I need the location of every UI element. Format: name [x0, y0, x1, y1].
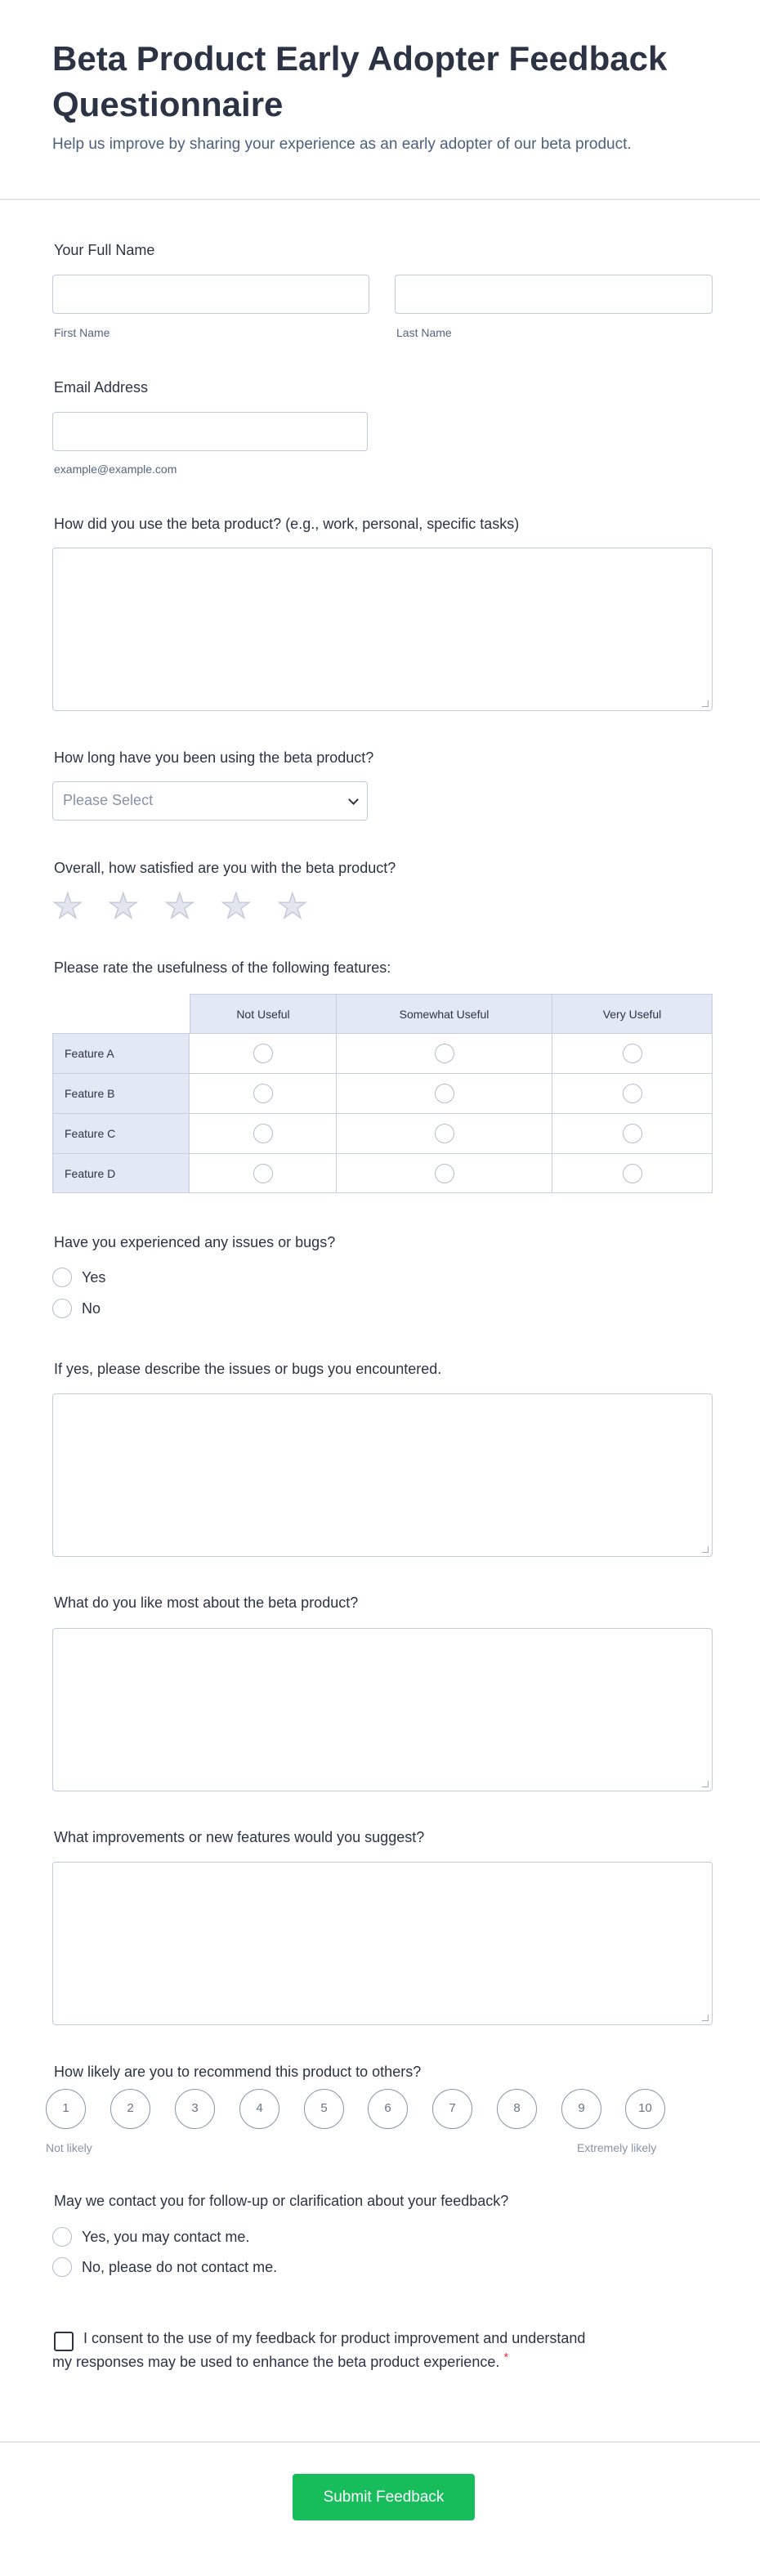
- header-divider: [0, 199, 760, 200]
- option-label: Yes, you may contact me.: [82, 2228, 250, 2245]
- email-label: Email Address: [54, 379, 149, 396]
- star-icon[interactable]: ★: [52, 887, 83, 925]
- issues-option-yes[interactable]: [52, 1268, 105, 1287]
- matrix-label: Please rate the usefulness of the following features:: [54, 959, 391, 976]
- radio[interactable]: [52, 1299, 72, 1318]
- radio[interactable]: [52, 1268, 72, 1287]
- resize-grip-icon[interactable]: [702, 1546, 709, 1553]
- matrix-radio[interactable]: [623, 1084, 642, 1103]
- row-header: Feature A: [52, 1033, 190, 1073]
- nps-option-9[interactable]: 9: [561, 2089, 601, 2129]
- nps-option-7[interactable]: 7: [432, 2089, 472, 2129]
- nps-option-1[interactable]: 1: [46, 2089, 86, 2129]
- column-header: Not Useful: [190, 994, 337, 1033]
- star-icon[interactable]: ★: [108, 887, 139, 925]
- consent-label: [52, 2329, 608, 2372]
- usage-label: How did you use the beta product? (e.g., work, personal, specific tasks): [54, 516, 520, 532]
- usage-textarea[interactable]: [52, 548, 713, 711]
- consent-text: I consent to the use of my feedback for product improvement and understand my responses may be used to enhance the beta product experience.: [52, 2330, 586, 2370]
- resize-grip-icon[interactable]: [702, 700, 709, 707]
- nps-min-label: Not likely: [46, 2141, 92, 2154]
- resize-grip-icon[interactable]: [702, 1781, 709, 1787]
- duration-select[interactable]: [52, 781, 368, 821]
- first-name-sublabel: First Name: [54, 326, 110, 339]
- like-textarea[interactable]: [52, 1628, 713, 1791]
- row-header: Feature C: [52, 1113, 190, 1153]
- column-header: Somewhat Useful: [337, 994, 552, 1033]
- feature-matrix: [52, 994, 713, 1193]
- option-label: Yes: [82, 1268, 106, 1286]
- matrix-radio[interactable]: [435, 1124, 454, 1143]
- describe-textarea[interactable]: [52, 1393, 713, 1557]
- issues-label: Have you experienced any issues or bugs?: [54, 1234, 336, 1250]
- row-header: Feature B: [52, 1073, 190, 1113]
- column-header: Very Useful: [552, 994, 713, 1033]
- resize-grip-icon[interactable]: [702, 2015, 709, 2021]
- nps-option-8[interactable]: 8: [497, 2089, 537, 2129]
- option-label: No: [82, 1299, 101, 1317]
- contact-option-no[interactable]: [52, 2257, 277, 2277]
- nps-option-4[interactable]: 4: [239, 2089, 279, 2129]
- email-sublabel: example@example.com: [54, 463, 177, 476]
- like-label: What do you like most about the beta product?: [54, 1594, 359, 1611]
- full-name-label: Your Full Name: [54, 242, 155, 258]
- matrix-radio[interactable]: [253, 1044, 273, 1063]
- matrix-radio[interactable]: [435, 1084, 454, 1103]
- radio[interactable]: [52, 2227, 72, 2247]
- improve-label: What improvements or new features would you suggest?: [54, 1829, 425, 1845]
- matrix-radio[interactable]: [623, 1044, 642, 1063]
- submit-button[interactable]: Submit Feedback: [293, 2474, 475, 2520]
- matrix-radio[interactable]: [253, 1084, 273, 1103]
- matrix-radio[interactable]: [435, 1044, 454, 1063]
- matrix-radio[interactable]: [253, 1164, 273, 1183]
- nps-option-3[interactable]: 3: [175, 2089, 215, 2129]
- nps-option-10[interactable]: 10: [625, 2089, 665, 2129]
- form-subtitle: Help us improve by sharing your experience as an early adopter of our beta product.: [52, 136, 632, 153]
- form-title: Beta Product Early Adopter Feedback Questionnaire: [52, 39, 668, 123]
- duration-label: How long have you been using the beta product?: [54, 749, 374, 766]
- first-name-input[interactable]: [52, 275, 369, 314]
- chevron-down-icon: [348, 794, 359, 805]
- satisfaction-label: Overall, how satisfied are you with the beta product?: [54, 860, 396, 876]
- table-row: [52, 1153, 713, 1193]
- table-row: [52, 1033, 713, 1073]
- matrix-radio[interactable]: [623, 1164, 642, 1183]
- nps-option-2[interactable]: 2: [110, 2089, 150, 2129]
- table-row: [52, 1113, 713, 1153]
- nps-option-5[interactable]: 5: [304, 2089, 344, 2129]
- matrix-radio[interactable]: [253, 1124, 273, 1143]
- nps-option-6[interactable]: 6: [368, 2089, 408, 2129]
- star-icon[interactable]: ★: [277, 887, 308, 925]
- star-icon[interactable]: ★: [164, 887, 195, 925]
- last-name-sublabel: Last Name: [396, 326, 452, 339]
- issues-option-no[interactable]: [52, 1299, 101, 1318]
- option-label: No, please do not contact me.: [82, 2258, 278, 2275]
- required-mark: *: [503, 2350, 509, 2364]
- star-icon[interactable]: ★: [221, 887, 252, 925]
- contact-option-yes[interactable]: [52, 2227, 249, 2247]
- matrix-radio[interactable]: [623, 1124, 642, 1143]
- last-name-input[interactable]: [395, 275, 713, 314]
- row-header: Feature D: [52, 1153, 190, 1193]
- improve-textarea[interactable]: [52, 1862, 713, 2025]
- matrix-radio[interactable]: [435, 1164, 454, 1183]
- email-input[interactable]: [52, 412, 368, 451]
- describe-label: If yes, please describe the issues or bugs you encountered.: [54, 1361, 442, 1377]
- footer-divider: [0, 2441, 760, 2443]
- contact-label: May we contact you for follow-up or clarification about your feedback?: [54, 2193, 509, 2209]
- nps-max-label: Extremely likely: [577, 2141, 657, 2154]
- table-row: [52, 1073, 713, 1113]
- duration-placeholder: Please Select: [63, 792, 154, 808]
- recommend-label: How likely are you to recommend this product to others?: [54, 2064, 422, 2080]
- radio[interactable]: [52, 2257, 72, 2277]
